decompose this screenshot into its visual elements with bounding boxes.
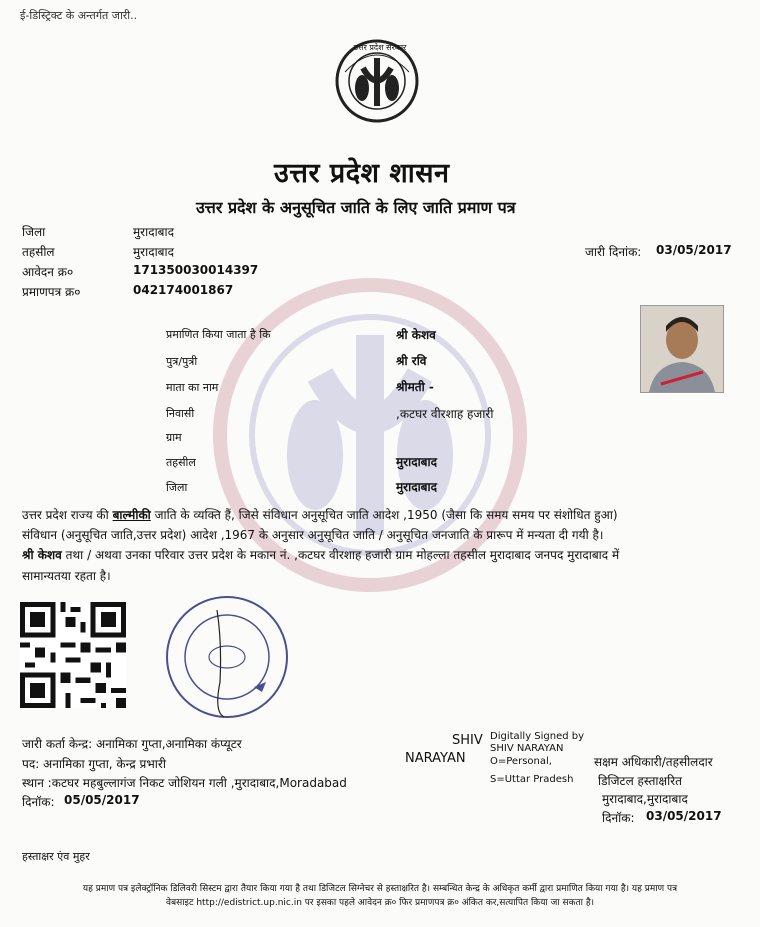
detail-tehsil-label: तहसील — [166, 456, 196, 469]
issuer-date-value: 05/05/2017 — [64, 793, 140, 807]
certified-label: प्रमाणित किया जाता है कि — [166, 328, 271, 341]
certificate-label: प्रमाणपत्र क्र० — [22, 285, 81, 299]
resident-label: निवासी — [166, 407, 195, 420]
issuer-post: पद: अनामिका गुप्ता, केन्द्र प्रभारी — [22, 757, 166, 771]
issue-date-label: जारी दिनांक: — [585, 245, 642, 259]
authority-date-label: दिनॉक: — [602, 811, 635, 825]
parent-label: पुत्र/पुत्री — [166, 355, 198, 368]
certificate-number: 042174001867 — [133, 283, 234, 297]
district-value: मुरादाबाद — [133, 225, 175, 239]
issuer-date-label: दिनॉक: — [22, 795, 55, 809]
body-line-2: संविधान (अनुसूचित जाति,उत्तर प्रदेश) आदेश ,1967 के अनुसार अनुसूचित जाति / अनुसूचित जनजाति के प्रारूप में मन्यता दी गयी है। — [22, 528, 604, 542]
detail-tehsil-value: मुरादाबाद — [396, 455, 438, 469]
digital-sign-line-1: Digitally Signed by — [490, 731, 585, 742]
person-icon — [641, 306, 723, 392]
applicant-name: श्री केशव — [396, 328, 436, 342]
footer-line-1: यह प्रमाण पत्र इलेक्ट्रॉनिक डिलिवरी सिस्टम द्वारा तैयार किया गया है तथा डिजिटल सिग्नेचर से हस्ताक्षरित है। सम्बन्धित केन्द्र के अधिकृत कर्मी द्वारा प्रमाणित किया गया है। यह प्रमाण पत्र — [82, 884, 678, 894]
emblem-text: उत्तर प्रदेश सरकार — [353, 43, 407, 52]
body-line-3-rest: तथा / अथवा उनका परिवार उत्तर प्रदेश के मकान नं. ,कटघर वीरशाह हजारी ग्राम मोहल्ला तहसील मुरादाबाद जनपद मुरादाबाद में — [61, 548, 620, 562]
digital-sign-line-2: SHIV NARAYAN — [490, 743, 564, 754]
parent-name: श्री रवि — [396, 354, 427, 368]
body-line-3 — [22, 546, 740, 563]
authority-digital: डिजिटल हस्ताक्षरित — [598, 774, 682, 788]
mother-name: श्रीमती - — [396, 380, 434, 394]
village-label: ग्राम — [166, 431, 182, 444]
body-applicant-name: श्री केशव — [22, 548, 62, 562]
page-title: उत्तर प्रदेश शासन — [274, 158, 450, 189]
detail-district-label: जिला — [166, 481, 188, 494]
signer-name-line-1: SHIV — [452, 733, 483, 748]
tehsil-label: तहसील — [22, 245, 55, 259]
seal-label: हस्ताक्षर एंव मुहर — [22, 850, 90, 863]
authority-title: सक्षम अधिकारी/तहसीलदार — [594, 755, 713, 769]
signer-name-line-2: NARAYAN — [405, 751, 466, 766]
body-line-1-pre: उत्तर प्रदेश राज्य की — [22, 508, 113, 522]
page-subtitle: उत्तर प्रदेश के अनुसूचित जाति के लिए जाति प्रमाण पत्र — [196, 198, 516, 217]
issue-date-value: 03/05/2017 — [656, 243, 732, 257]
qr-code-icon — [20, 602, 126, 708]
issuer-place: स्थान :कटघर महबुल्लागंज निकट जोशियन गली ,मुरादाबाद,Moradabad — [22, 776, 347, 790]
footer-note — [20, 882, 740, 910]
application-number: 171350030014397 — [133, 263, 259, 277]
resident-value: ,कटघर वीरशाह हजारी — [396, 407, 494, 421]
caste-name: बाल्मीकी — [112, 508, 151, 522]
authority-place: मुरादाबाद,मुरादाबाद — [602, 792, 688, 806]
mother-label: माता का नाम — [166, 381, 219, 394]
body-line-1 — [22, 506, 740, 523]
authority-date-value: 03/05/2017 — [646, 809, 722, 823]
application-label: आवेदन क्र० — [22, 265, 74, 279]
applicant-photo — [640, 305, 724, 393]
body-line-1-post: जाति के व्यक्ति हैं, जिसे संविधान अनुसूचित जाति आदेश ,1950 (जैसा कि समय समय पर संशोधित हुआ) — [150, 508, 618, 522]
detail-district-value: मुरादाबाद — [396, 480, 438, 494]
tehsil-value: मुरादाबाद — [133, 245, 175, 259]
digital-sign-line-3: O=Personal, — [490, 756, 552, 767]
issuer-center: जारी कर्ता केन्द्र: अनामिका गुप्ता,अनामिका कंप्यूटर — [22, 737, 242, 751]
district-label: जिला — [22, 225, 46, 239]
body-line-4: सामान्यतया रहता है। — [22, 569, 111, 583]
footer-line-2: वेबसाइट http://edistrict.up.nic.in पर इसका पहले आवेदन क्र० फिर प्रमाणपत्र क्र० अंकित कर,सत्यापित किया जा सकता है। — [165, 898, 595, 908]
header-note: ई-डिस्ट्रिक्ट के अन्तर्गत जारी.. — [20, 9, 138, 22]
digital-sign-line-4: S=Uttar Pradesh — [490, 774, 574, 785]
official-seal-icon — [162, 592, 292, 722]
